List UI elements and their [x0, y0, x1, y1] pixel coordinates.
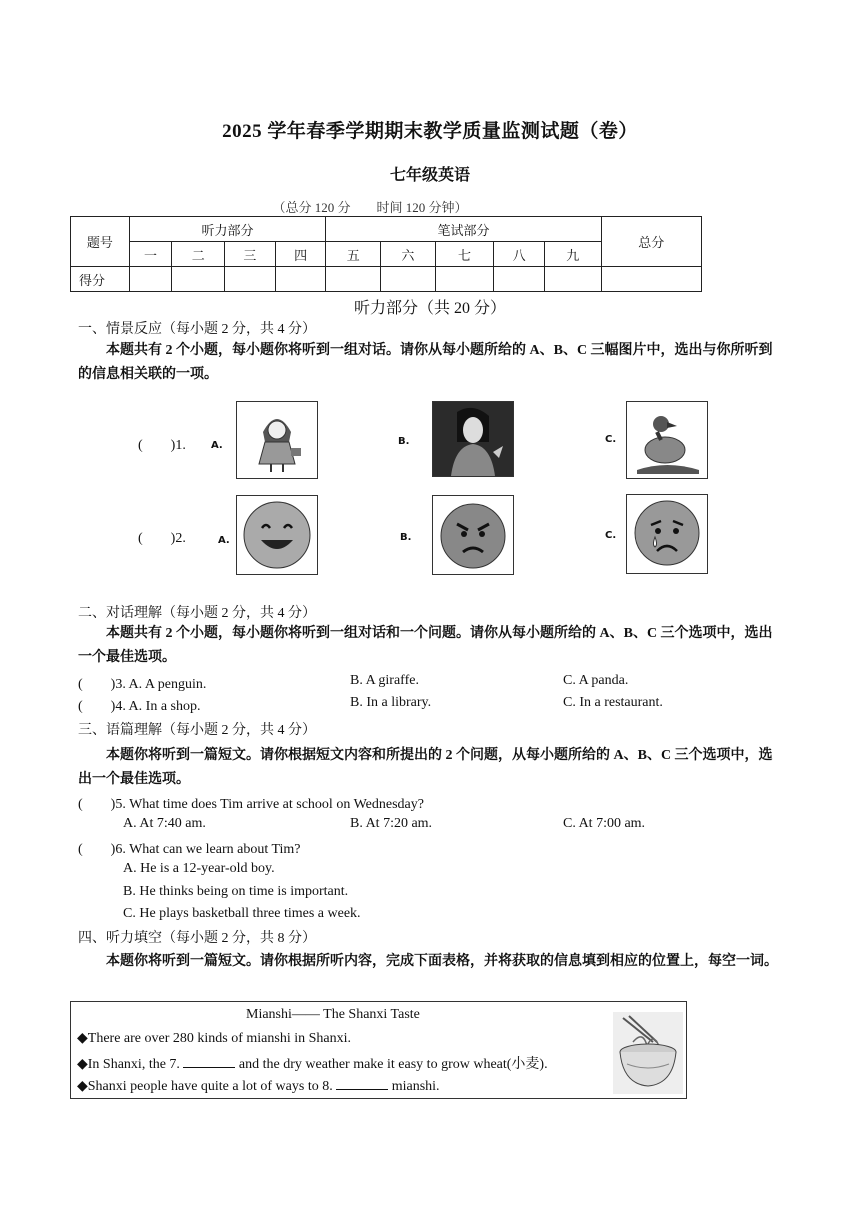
box-line-2-end: and the dry weather make it easy to grow wheat(小麦). [238, 1057, 548, 1072]
box-line-3-end: mianshi. [391, 1079, 440, 1094]
question-6[interactable]: ( )6. What can we learn about Tim? [78, 842, 301, 857]
angry-face-picture[interactable] [432, 495, 514, 575]
option-c-label: C. [605, 434, 617, 445]
question-4-option-c[interactable]: C. In a restaurant. [563, 695, 663, 710]
question-5-option-a[interactable]: A. At 7:40 am. [123, 816, 206, 831]
col-header: 五 [326, 242, 381, 267]
col-header: 八 [494, 242, 545, 267]
mianshi-info-box [70, 1001, 687, 1099]
col-header: 六 [381, 242, 436, 267]
box-line-3 [77, 1075, 440, 1095]
question-6-option-a[interactable]: A. He is a 12-year-old boy. [123, 861, 275, 876]
page-title: 2025 学年春季学期期末教学质量监测试题（卷） [222, 121, 638, 142]
part2-heading: 二、对话理解（每小题 2 分，共 4 分） [78, 606, 316, 621]
score-row-label: 得分 [71, 267, 130, 292]
noodle-bowl-picture [613, 1012, 683, 1094]
question-5-option-b[interactable]: B. At 7:20 am. [350, 816, 433, 831]
question-3[interactable]: ( )3. A. A penguin. [78, 677, 207, 692]
option-b-label: B. [400, 532, 412, 543]
option-a-label: A. [211, 440, 223, 451]
question-4-option-b[interactable]: B. In a library. [350, 695, 432, 710]
col-header: 一 [129, 242, 172, 267]
score-cell[interactable] [494, 267, 545, 292]
part2-instruction: 本题共有 2 个小题，每小题你将听到一组对话和一个问题。请你从每小题所给的 A、B、C 三个选项中，选出一个最佳选项。 [78, 626, 773, 665]
score-cell[interactable] [601, 267, 701, 292]
col-header: 二 [172, 242, 225, 267]
listening-section-title: 听力部分（共 20 分） [353, 300, 506, 317]
option-b-label: B. [398, 436, 410, 447]
happy-face-picture[interactable] [236, 495, 318, 575]
col-header: 七 [435, 242, 494, 267]
question-3-option-c[interactable]: C. A panda. [563, 673, 629, 688]
score-cell[interactable] [381, 267, 436, 292]
score-table [70, 216, 702, 292]
col-header: 四 [275, 242, 326, 267]
question-3-option-b[interactable]: B. A giraffe. [350, 673, 419, 688]
listening-group-header: 听力部分 [129, 217, 326, 242]
sad-face-picture[interactable] [626, 494, 708, 574]
part3-instruction: 本题你将听到一篇短文。请你根据短文内容和所提出的 2 个问题，从每小题所给的 A、B、C 三个选项中，选出一个最佳选项。 [78, 748, 773, 787]
box-line-1: ◆There are over 280 kinds of mianshi in Shanxi. [77, 1031, 351, 1046]
score-cell[interactable] [172, 267, 225, 292]
box-line-3-start: ◆Shanxi people have quite a lot of ways to 8. [77, 1079, 333, 1094]
score-cell[interactable] [225, 267, 276, 292]
col-header: 三 [225, 242, 276, 267]
princess-picture[interactable] [432, 401, 514, 477]
question-6-option-b[interactable]: B. He thinks being on time is important. [123, 884, 349, 899]
part4-heading: 四、听力填空（每小题 2 分，共 8 分） [78, 931, 316, 946]
question-5-option-c[interactable]: C. At 7:00 am. [563, 816, 646, 831]
question-5[interactable]: ( )5. What time does Tim arrive at school on Wednesday? [78, 797, 424, 812]
score-cell[interactable] [275, 267, 326, 292]
question-6-option-c[interactable]: C. He plays basketball three times a week. [123, 906, 361, 921]
total-header: 总分 [601, 217, 701, 267]
part3-heading: 三、语篇理解（每小题 2 分，共 4 分） [78, 723, 316, 738]
subject-title: 七年级英语 [389, 165, 470, 184]
box-line-2-start: ◆In Shanxi, the 7. [77, 1057, 180, 1072]
question-4[interactable]: ( )4. A. In a shop. [78, 699, 201, 714]
option-c-label: C. [605, 530, 617, 541]
part4-instruction: 本题你将听到一篇短文。请你根据所听内容，完成下面表格，并将获取的信息填到相应的位置上，每空一词。 [106, 954, 778, 969]
question-1-label[interactable]: ( )1. [138, 438, 186, 453]
girl-in-hood-picture[interactable] [236, 401, 318, 479]
option-a-label: A. [218, 535, 230, 546]
score-table-header-label: 题号 [71, 217, 130, 267]
part1-instruction: 本题共有 2 个小题，每小题你将听到一组对话。请你从每小题所给的 A、B、C 三幅图片中，选出与你所听到的信息相关联的一项。 [78, 343, 773, 382]
score-cell[interactable] [129, 267, 172, 292]
part1-heading: 一、情景反应（每小题 2 分，共 4 分） [78, 322, 316, 337]
writing-group-header: 笔试部分 [326, 217, 601, 242]
col-header: 九 [544, 242, 601, 267]
score-cell[interactable] [326, 267, 381, 292]
blank-7[interactable] [183, 1053, 235, 1068]
box-title: Mianshi—— The Shanxi Taste [246, 1007, 420, 1022]
score-cell[interactable] [544, 267, 601, 292]
score-cell[interactable] [435, 267, 494, 292]
exam-meta: （总分 120 分 时间 120 分钟） [272, 200, 468, 215]
box-line-2 [77, 1053, 548, 1073]
duck-picture[interactable] [626, 401, 708, 479]
blank-8[interactable] [336, 1075, 388, 1090]
question-2-label[interactable]: ( )2. [138, 531, 186, 546]
